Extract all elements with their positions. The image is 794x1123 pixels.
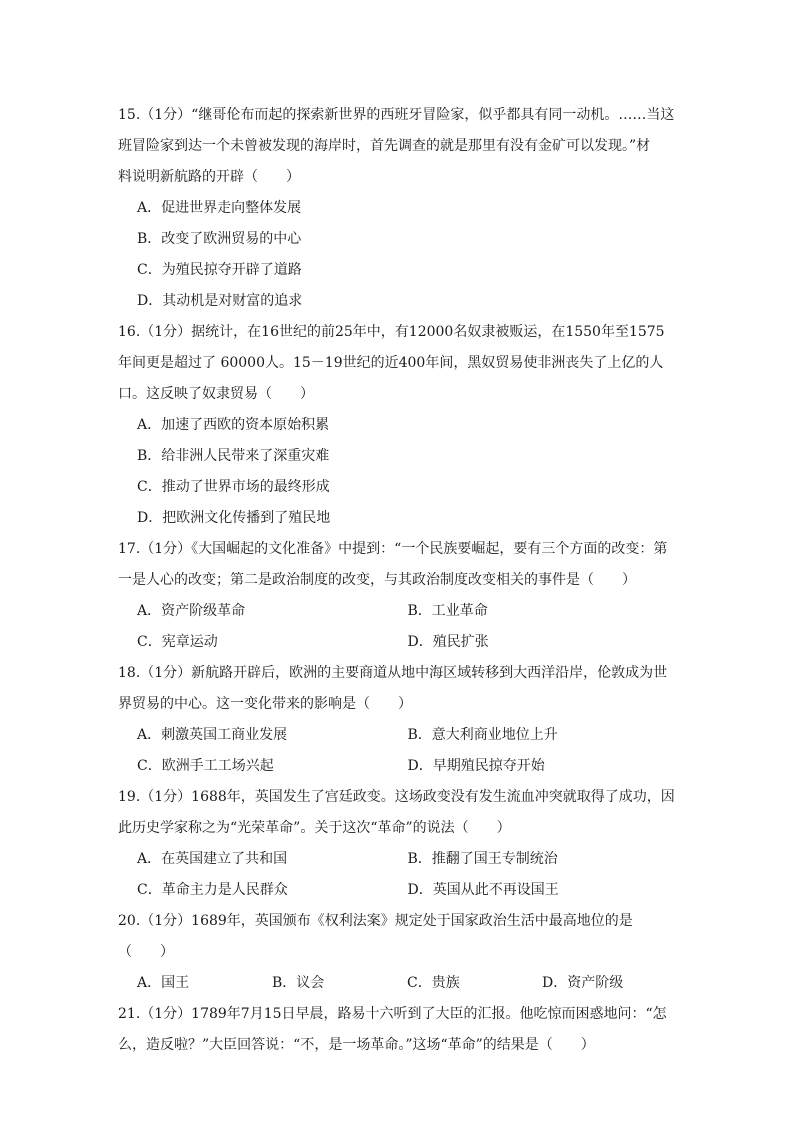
- question-18: [118, 658, 678, 782]
- question-17-option-d: D．殖民扩张: [407, 634, 489, 650]
- question-15: [118, 100, 678, 317]
- question-16-option-c: C．推动了世界市场的最终形成: [137, 479, 330, 495]
- question-17-options-row-1: [118, 596, 678, 627]
- question-18-line-2: 界贸易的中心。这一变化带来的影响是（ ）: [118, 696, 412, 712]
- question-17: [118, 534, 678, 658]
- question-17-option-b: B．工业革命: [407, 603, 488, 619]
- question-16-option-a: A．加速了西欧的资本原始积累: [137, 417, 330, 433]
- question-19-option-a: A．在英国建立了共和国: [137, 851, 288, 867]
- question-17-options-row-2: [118, 627, 678, 658]
- question-19-option-c: C．革命主力是人民群众: [137, 882, 288, 898]
- question-15-option-d: D．其动机是对财富的追求: [137, 293, 303, 309]
- question-15-option-c: C．为殖民掠夺开辟了道路: [137, 262, 302, 278]
- question-19-line-1: 19.（1分）1688年，英国发生了宫廷政变。这场政变没有发生流血冲突就取得了成功，因: [118, 789, 675, 805]
- question-20-option-c: C．贵族: [407, 975, 460, 991]
- question-17-option-a: A．资产阶级革命: [137, 603, 246, 619]
- question-15-line-3: 料说明新航路的开辟（ ）: [118, 169, 300, 185]
- question-20-option-b: B．议会: [272, 975, 325, 991]
- question-16-line-3: 口。这反映了奴隶贸易（ ）: [118, 386, 314, 402]
- question-15-option-b: B．改变了欧洲贸易的中心: [137, 231, 302, 247]
- question-21-line-1: 21.（1分）1789年7月15日早晨，路易十六听到了大臣的汇报。他吃惊而困惑地问：“怎: [118, 1006, 667, 1022]
- question-18-options-row-1: [118, 720, 678, 751]
- question-17-line-2: 一是人心的改变；第二是政治制度的改变，与其政治制度改变相关的事件是（ ）: [118, 572, 636, 588]
- question-16-line-2: 年间更是超过了 60000人。15－19世纪的近400年间，黑奴贸易使非洲丧失了上亿的人: [118, 355, 664, 371]
- question-16-line-1: 16.（1分）据统计，在16世纪的前25年中，有12000名奴隶被贩运，在1550年至1575: [118, 324, 665, 340]
- question-19-options-row-2: [118, 875, 678, 906]
- question-19-options-row-1: [118, 844, 678, 875]
- question-19-option-b: B．推翻了国王专制统治: [407, 851, 558, 867]
- question-18-option-b: B．意大利商业地位上升: [407, 727, 558, 743]
- question-18-option-d: D．早期殖民掠夺开始: [407, 758, 545, 774]
- question-17-option-c: C．宪章运动: [137, 634, 218, 650]
- question-19-line-2: 此历史学家称之为“光荣革命”。关于这次“革命”的说法（ ）: [118, 820, 511, 836]
- question-17-line-1: 17.（1分）《大国崛起的文化准备》中提到：“一个民族要崛起，要有三个方面的改变：第: [118, 541, 668, 557]
- question-list: [118, 100, 678, 1061]
- question-21: [118, 999, 678, 1061]
- question-21-line-2: 么，造反啦？”大臣回答说：“不，是一场革命。”这场“革命”的结果是（ ）: [118, 1037, 595, 1053]
- question-20-option-a: A．国王: [137, 975, 190, 991]
- question-19-option-d: D．英国从此不再设国王: [407, 882, 559, 898]
- question-19: [118, 782, 678, 906]
- question-18-option-a: A．刺激英国工商业发展: [137, 727, 288, 743]
- question-15-option-a: A．促进世界走向整体发展: [137, 200, 302, 216]
- question-15-line-1: 15.（1分）“继哥伦布而起的探索新世界的西班牙冒险家，似乎都具有同一动机。……当这: [118, 107, 675, 123]
- question-20: [118, 906, 678, 999]
- question-16: [118, 317, 678, 534]
- question-18-options-row-2: [118, 751, 678, 782]
- question-18-line-1: 18.（1分）新航路开辟后，欧洲的主要商道从地中海区域转移到大西洋沿岸，伦敦成为世: [118, 665, 668, 681]
- question-15-line-2: 班冒险家到达一个未曾被发现的海岸时，首先调查的就是那里有没有金矿可以发现。”材: [118, 138, 651, 154]
- question-20-line-1: 20.（1分）1689年，英国颁布《权利法案》规定处于国家政治生活中最高地位的是（ ）: [118, 913, 633, 960]
- question-16-option-b: B．给非洲人民带来了深重灾难: [137, 448, 330, 464]
- question-18-option-c: C．欧洲手工工场兴起: [137, 758, 274, 774]
- question-16-option-d: D．把欧洲文化传播到了殖民地: [137, 510, 331, 526]
- question-20-option-d: D．资产阶级: [542, 975, 624, 991]
- question-20-options-row: [118, 968, 678, 999]
